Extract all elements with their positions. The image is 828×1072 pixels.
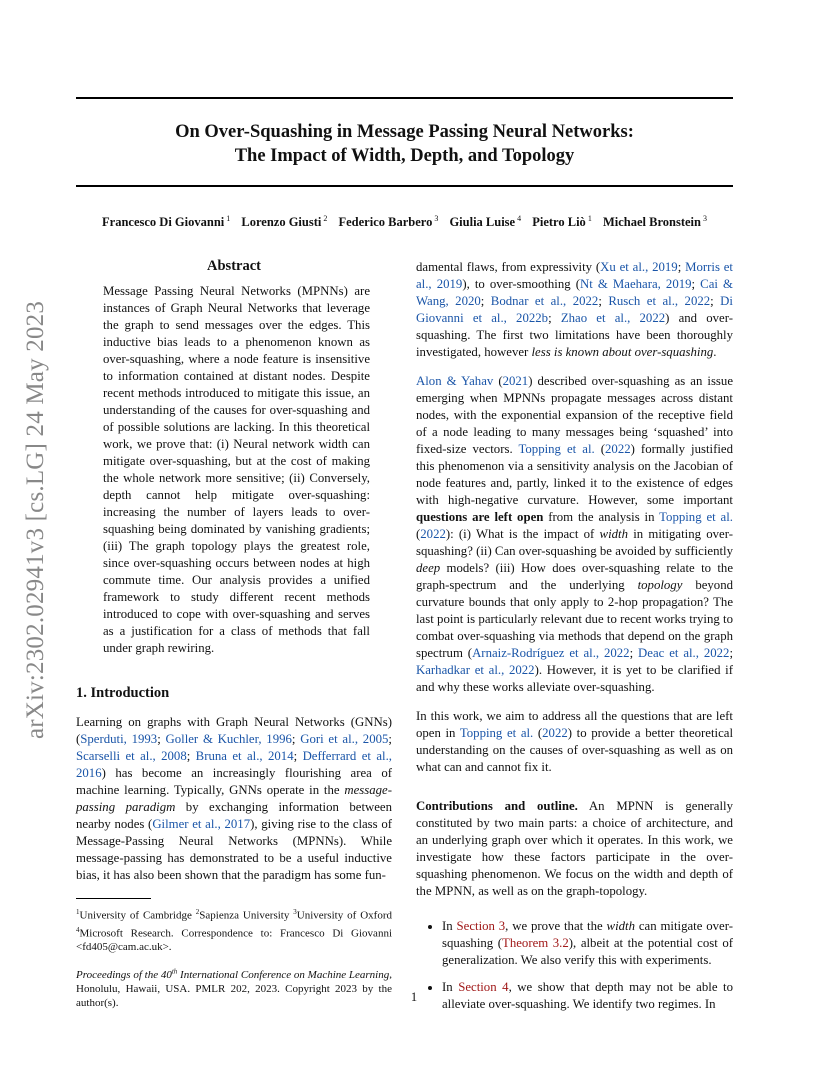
citation-link[interactable]: Topping et al. (459, 726, 534, 740)
citation-link[interactable]: Sperduti, 1993 (80, 732, 158, 746)
body-paragraph: Alon & Yahav (2021) described over-squashing as an issue emerging when MPNNs propagate messages across distant nodes, with the exponential expansion of the receptive field of a node leading to many messages being ‘squashed’ into fixed-size vectors. Topping et al. (2022) formally justified this phenomenon via a sensitivity analysis on the Jacobian of node features and, partly, linked it to the existence of edges with high-negative curvature. However, some important questions are left open from the analysis in Topping et al. (2022): (i) What is the impact of width in mitigating over-squashing? (ii) Can over-squashing be avoided by sufficiently deep models? (iii) How does over-squashing relate to the graph-spectrum and the underlying topology beyond curvature bounds that only apply to 2-hop propagation? The last point is particularly relevant due to recent works trying to combat over-squashing via methods that depend on the graph spectrum (Arnaiz-Rodríguez et al., 2022; Deac et al., 2022; Karhadkar et al., 2022). However, it is yet to be clarified if and why these works alleviate over-squashing. (416, 374, 733, 694)
citation-link[interactable]: Alon & Yahav (416, 374, 494, 388)
citation-link[interactable]: Nt & Maehara, 2019 (580, 277, 692, 291)
section-heading-introduction: 1. Introduction (76, 685, 170, 701)
author-affiliation-mark: 2 (323, 214, 328, 223)
list-item: • In Section 4, we show that depth may not be able to alleviate over-squashing. We identify two regimes. In (442, 979, 733, 1013)
citation-link[interactable]: Karhadkar et al., 2022 (416, 663, 535, 677)
citation-link[interactable]: Scarselli et al., 2008 (76, 749, 187, 763)
author (603, 215, 707, 229)
citation-link[interactable]: 2022 (420, 527, 446, 541)
author-affiliation-mark: 4 (517, 214, 522, 223)
citation-link[interactable]: Topping et al. (659, 510, 733, 524)
author-affiliation-mark: 3 (434, 214, 439, 223)
footnote-rule (76, 898, 151, 899)
citation-link[interactable]: Gori et al., 2005 (300, 732, 389, 746)
contributions-paragraph: Contributions and outline. An MPNN is generally constituted by two main parts: a choice of architecture, and an underlying graph over which it operates. In this work, we investigate how these factors participate in the over-squashing phenomenon. We focus on the width and depth of the MPNN, as well as on the graph-topology. (416, 799, 733, 898)
author-name: Francesco Di Giovanni (102, 215, 225, 230)
citation-link[interactable]: 2022 (542, 726, 568, 740)
author-affiliation-mark: 1 (587, 214, 592, 223)
author (532, 215, 592, 229)
citation-link[interactable]: Bruna et al., 2014 (195, 749, 294, 763)
title-bottom-rule (76, 185, 733, 187)
citation-link[interactable]: Morris et al., 2019 (416, 260, 733, 291)
author-name: Lorenzo Giusti (241, 215, 322, 230)
intro-paragraph: Learning on graphs with Graph Neural Networks (GNNs) (Sperduti, 1993; Goller & Kuchler, 1996; Gori et al., 2005; Scarselli et al., 2008; Bruna et al., 2014; Defferrard et al., 2016) has become an increasingly flourishing area of machine learning. Typically, GNNs operate in the message-passing paradigm by exchanging information between nearby nodes (Gilmer et al., 2017), giving rise to the class of Message-Passing Neural Networks (MPNNs). While message-passing has demonstrated to be a useful inductive bias, it has also been shown that the paradigm has some fun- (76, 715, 392, 882)
citation-link[interactable]: Zhao et al., 2022 (560, 311, 666, 325)
page-number: 1 (410, 990, 418, 1004)
citation-link[interactable]: Cai & Wang, 2020 (416, 277, 733, 308)
citation-link[interactable]: Xu et al., 2019 (600, 260, 678, 274)
author (241, 215, 327, 229)
author (338, 215, 438, 229)
left-column (76, 258, 392, 1020)
title-top-rule (76, 97, 733, 99)
citation-link[interactable]: Arnaiz-Rodríguez et al., 2022 (472, 646, 630, 660)
author (449, 215, 521, 229)
citation-link[interactable]: Bodnar et al., 2022 (490, 294, 599, 308)
author-name: Michael Bronstein (602, 215, 701, 230)
author-affiliation-mark: 3 (702, 214, 707, 223)
title-line-2: The Impact of Width, Depth, and Topology (234, 146, 575, 166)
abstract-heading: Abstract (207, 258, 261, 274)
paper-title (76, 120, 733, 168)
title-line-1: On Over-Squashing in Message Passing Neural Networks: (175, 122, 634, 142)
author-name: Federico Barbero (338, 215, 433, 230)
citation-link[interactable]: 2021 (502, 374, 529, 388)
author-name: Pietro Liò (532, 215, 586, 230)
author-list (76, 214, 733, 230)
citation-link[interactable]: Defferrard et al., 2016 (76, 749, 392, 780)
author (102, 215, 230, 229)
author-affiliation-mark: 1 (226, 214, 231, 223)
theorem-reference-link[interactable]: Theorem 3.2 (502, 936, 569, 950)
citation-link[interactable]: Topping et al. (518, 442, 595, 456)
proceedings-footnote: Proceedings of the 40th International Conference on Machine Learning, Honolulu, Hawaii, USA. PMLR 202, 2023. Copyright 2023 by the author(s). (76, 967, 392, 1009)
citation-link[interactable]: Gilmer et al., 2017 (152, 817, 251, 831)
citation-link[interactable]: Goller & Kuchler, 1996 (165, 732, 292, 746)
citation-link[interactable]: Di Giovanni et al., 2022b (416, 294, 733, 325)
affiliations-footnote: $^1$University of Cambridge $^2$Sapienza University $^3$University of Oxford $^4$Microsoft Research. Correspondence to: Francesco Di Giovanni <fd405@cam.ac.uk>. (76, 908, 392, 954)
author-name: Giulia Luise (449, 215, 516, 230)
citation-link[interactable]: 2022 (605, 442, 631, 456)
citation-link[interactable]: Rusch et al., 2022 (608, 294, 711, 308)
right-column (416, 259, 733, 1023)
abstract-text: Message Passing Neural Networks (MPNNs) are instances of Graph Neural Networks that leverage the graph to send messages over the edges. This inductive bias leads to a phenomenon known as over-squashing, where a node feature is insensitive to information contained at distant nodes. Despite recent methods introduced to mitigate this issue, an understanding of the causes for over-squashing and of possible solutions are lacking. In this theoretical work, we prove that: (i) Neural network width can mitigate over-squashing, but at the cost of making the whole network more sensitive; (ii) Conversely, depth cannot help mitigate over-squashing: increasing the number of layers leads to over-squashing being dominated by vanishing gradients; (iii) The graph topology plays the greatest role, since over-squashing occurs between nodes at high commute time. Our analysis provides a unified framework to study different recent methods introduced to cope with over-squashing and serves as a justification for a class of methods that fall under graph rewiring. (103, 284, 370, 655)
section-reference-link[interactable]: Section 3 (456, 919, 506, 933)
arxiv-identifier-stamp: arXiv:2302.02941v3 [cs.LG] 24 May 2023 (22, 300, 49, 740)
citation-link[interactable]: Deac et al., 2022 (638, 646, 730, 660)
body-paragraph: In this work, we aim to address all the questions that are left open in Topping et al. (2022) to provide a better theoretical understanding on the causes of over-squashing as well as on what can and cannot fix it. (416, 709, 733, 774)
body-paragraph: damental flaws, from expressivity (Xu et al., 2019; Morris et al., 2019), to over-smoothing (Nt & Maehara, 2019; Cai & Wang, 2020; Bodnar et al., 2022; Rusch et al., 2022; Di Giovanni et al., 2022b; Zhao et al., 2022) and over-squashing. The first two limitations have been thoroughly investigated, however less is known about over-squashing. (416, 260, 733, 359)
list-item: • In Section 3, we prove that the width can mitigate over-squashing (Theorem 3.2), albeit at the potential cost of generalization. We also verify this with experiments. (442, 918, 733, 969)
section-reference-link[interactable]: Section 4 (458, 980, 509, 994)
